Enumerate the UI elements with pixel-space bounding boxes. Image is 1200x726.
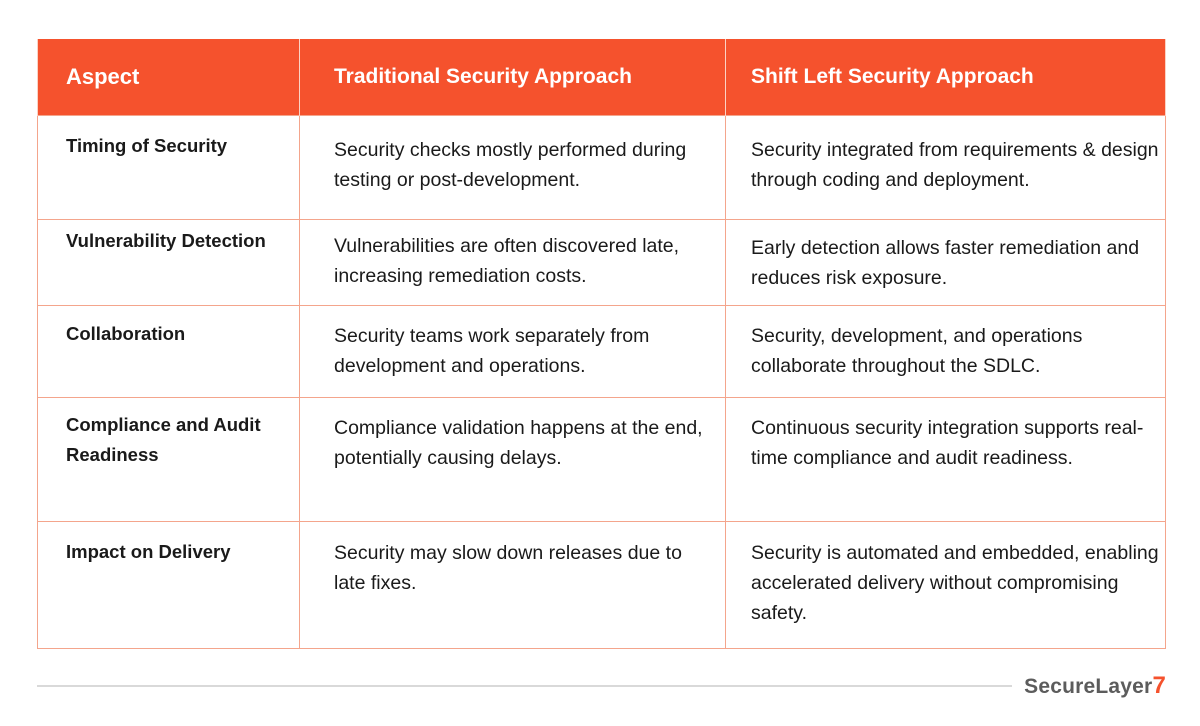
shift-left-cell: Security integrated from requirements & design through coding and deployment. (726, 115, 1166, 219)
shift-left-cell: Security is automated and embedded, enabling accelerated delivery without compromising safety. (726, 521, 1166, 648)
traditional-cell: Security checks mostly performed during testing or post-development. (300, 115, 726, 219)
table-row (38, 305, 1166, 397)
table-body (38, 115, 1166, 648)
aspect-cell: Collaboration (38, 305, 300, 397)
table-row (38, 219, 1166, 305)
comparison-table (37, 39, 1166, 649)
aspect-cell: Timing of Security (38, 115, 300, 219)
brand-name: SecureLayer (1024, 675, 1153, 698)
table-row (38, 115, 1166, 219)
traditional-cell: Vulnerabilities are often discovered late, increasing remediation costs. (300, 219, 726, 305)
aspect-cell: Vulnerability Detection (38, 219, 300, 305)
header-traditional: Traditional Security Approach (300, 39, 726, 115)
comparison-table-container (37, 39, 1165, 649)
brand-logo (1024, 672, 1166, 700)
header-shift-left: Shift Left Security Approach (726, 39, 1166, 115)
table-header (38, 39, 1166, 115)
traditional-cell: Compliance validation happens at the end, potentially causing delays. (300, 397, 726, 521)
footer-divider (37, 685, 1012, 687)
shift-left-cell: Security, development, and operations collaborate throughout the SDLC. (726, 305, 1166, 397)
shift-left-cell: Continuous security integration supports real-time compliance and audit readiness. (726, 397, 1166, 521)
header-aspect: Aspect (38, 39, 300, 115)
table-row (38, 521, 1166, 648)
aspect-cell: Impact on Delivery (38, 521, 300, 648)
traditional-cell: Security may slow down releases due to late fixes. (300, 521, 726, 648)
traditional-cell: Security teams work separately from development and operations. (300, 305, 726, 397)
table-row (38, 397, 1166, 521)
shift-left-cell: Early detection allows faster remediation and reduces risk exposure. (726, 219, 1166, 305)
brand-number: 7 (1152, 672, 1166, 699)
header-row (38, 39, 1166, 115)
aspect-cell: Compliance and Audit Readiness (38, 397, 300, 521)
